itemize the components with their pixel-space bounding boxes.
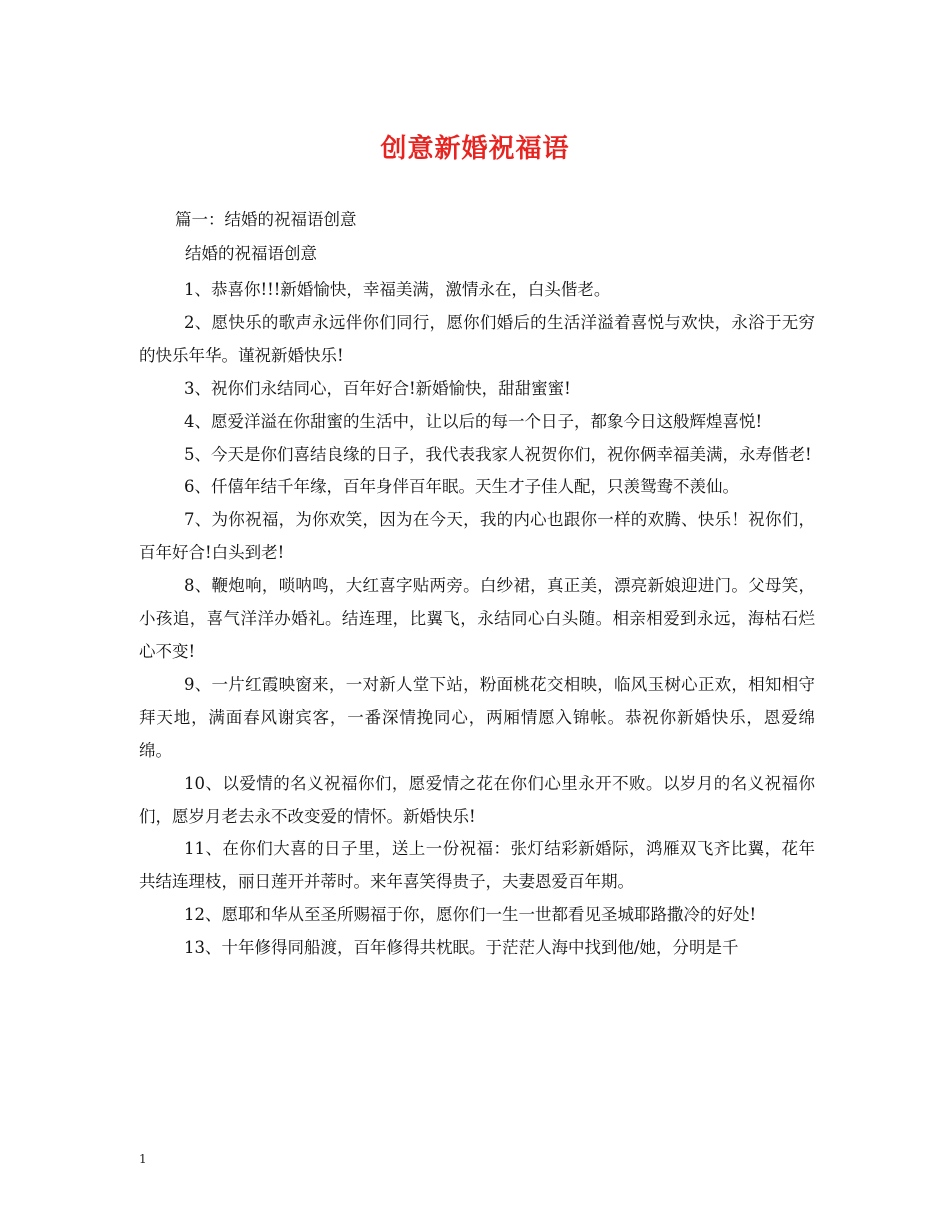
paragraph-10: 10、以爱情的名义祝福你们，愿爱情之花在你们心里永开不败。以岁月的名义祝福你们，愿岁月老去永不改变爱的情怀。新婚快乐! [139, 773, 815, 826]
paragraph-6: 6、仟僖年结千年缘，百年身伴百年眠。天生才子佳人配，只羡鸳鸯不羡仙。 [184, 477, 739, 497]
paragraph-5: 5、今天是你们喜结良缘的日子，我代表我家人祝贺你们，祝你俩幸福美满，永寿偕老! [184, 444, 812, 464]
section-heading: 篇一：结婚的祝福语创意 [175, 210, 357, 229]
paragraph-12: 12、愿耶和华从至圣所赐福于你，愿你们一生一世都看见圣城耶路撒冷的好处! [184, 905, 757, 925]
sub-heading: 结婚的祝福语创意 [185, 244, 317, 263]
paragraph-2: 2、愿快乐的歌声永远伴你们同行，愿你们婚后的生活洋溢着喜悦与欢快，永浴于无穷的快乐年华。谨祝新婚快乐! [139, 312, 815, 365]
paragraph-11: 11、在你们大喜的日子里，送上一份祝福：张灯结彩新婚际，鸿雁双飞齐比翼，花年共结连理枝，丽日莲开并蒂时。来年喜笑得贵子，夫妻恩爱百年期。 [139, 839, 815, 892]
paragraph-3: 3、祝你们永结同心，百年好合!新婚愉快，甜甜蜜蜜! [184, 378, 571, 398]
paragraph-13: 13、十年修得同船渡，百年修得共枕眠。于茫茫人海中找到他/她，分明是千 [184, 938, 739, 958]
paragraph-4: 4、愿爱洋溢在你甜蜜的生活中，让以后的每一个日子，都象今日这般辉煌喜悦! [184, 411, 763, 431]
paragraph-9: 9、一片红霞映窗来，一对新人堂下站，粉面桃花交相映，临风玉树心正欢，相知相守拜天地，满面春风谢宾客，一番深情挽同心，两厢情愿入锦帐。恭祝你新婚快乐，恩爱绵绵。 [139, 674, 815, 760]
paragraph-1: 1、恭喜你!!!新婚愉快，幸福美满，激情永在，白头偕老。 [184, 280, 611, 299]
paragraph-8: 8、鞭炮响，唢呐鸣，大红喜字贴两旁。白纱裙，真正美，漂亮新娘迎进门。父母笑，小孩追，喜气洋洋办婚礼。结连理，比翼飞，永结同心白头随。相亲相爱到永远，海枯石烂心不变! [139, 576, 815, 661]
body-text [139, 274, 815, 965]
document-title: 创意新婚祝福语 [380, 134, 570, 164]
page-number: 1 [139, 1152, 147, 1166]
paragraph-7: 7、为你祝福，为你欢笑，因为在今天，我的内心也跟你一样的欢腾、快乐！祝你们，百年好合!白头到老! [139, 510, 815, 563]
